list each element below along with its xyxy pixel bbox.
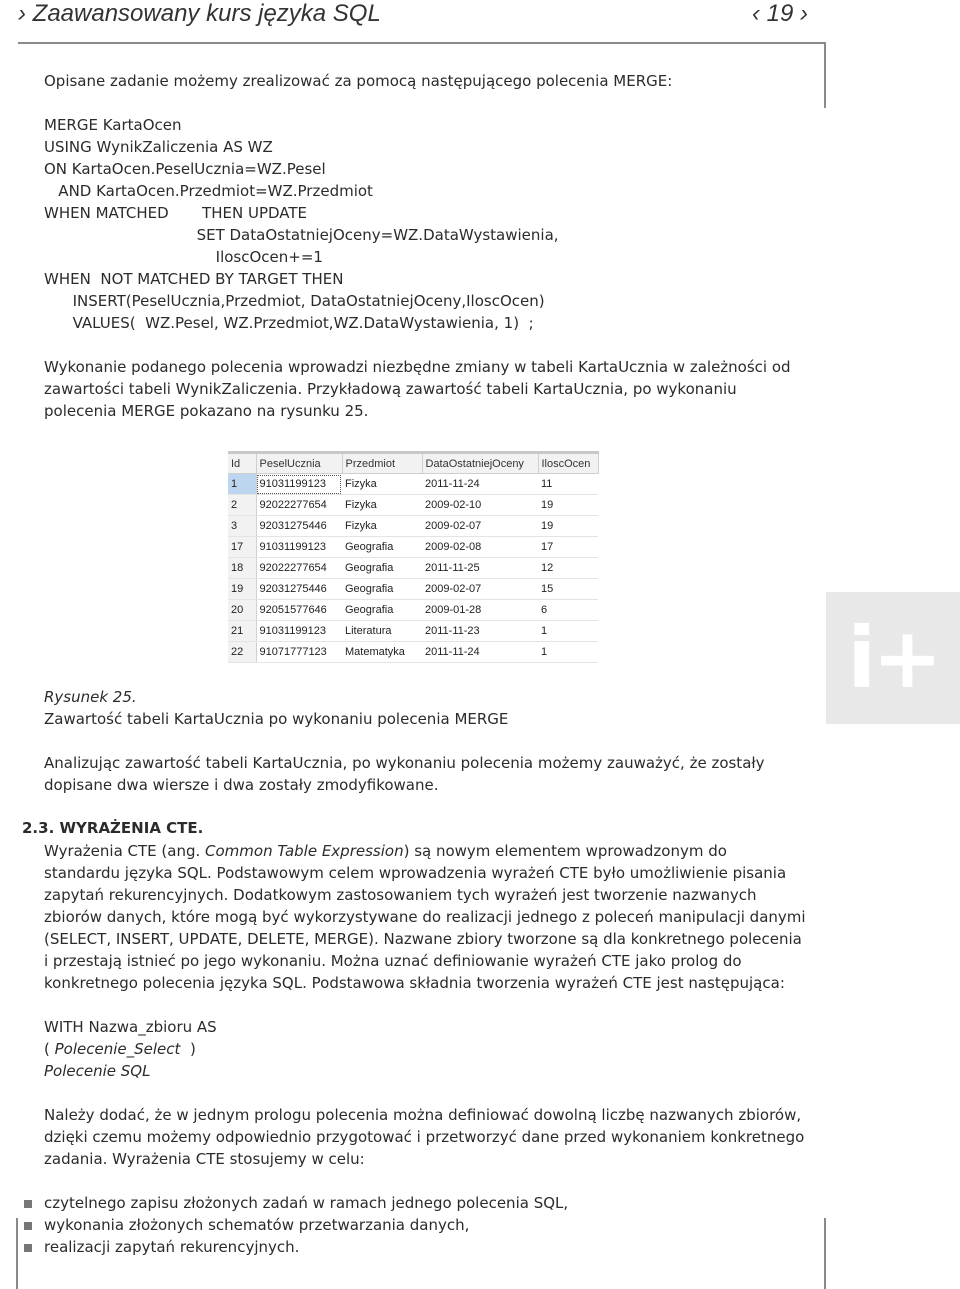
code-line: AND KartaOcen.Przedmiot=WZ.Przedmiot bbox=[44, 182, 373, 200]
cell-pesel: 91031199123 bbox=[256, 537, 342, 558]
paragraph-cte-purpose: Należy dodać, że w jednym prologu polecenia można definiować dowolną liczbę nazwanych zbiorów, dzięki czemu możemy odpowiednio przygotować i przetworzyć dane przed wykonaniem konkretnego zadania. Wyrażenia CTE stosujemy w celu: bbox=[44, 1106, 805, 1168]
code-placeholder: Polecenie_Select bbox=[54, 1040, 181, 1058]
cell-id: 18 bbox=[228, 558, 256, 579]
paragraph-merge-result: Wykonanie podanego polecenia wprowadzi niezbędne zmiany w tabeli KartaUcznia w zależności od zawartości tabeli WynikZaliczenia. Przykładową zawartość tabeli KartaUcznia, po wykonaniu polecenia MERGE pokazano na rysunku 25. bbox=[44, 358, 791, 420]
table-row bbox=[228, 474, 598, 495]
code-line: SET DataOstatniejOceny=WZ.DataWystawienia, bbox=[44, 226, 559, 244]
table-row bbox=[228, 621, 598, 642]
cell-count: 19 bbox=[538, 516, 598, 537]
figure-caption bbox=[44, 686, 806, 730]
table-header-row bbox=[228, 453, 598, 474]
cell-count: 19 bbox=[538, 495, 598, 516]
code-line: WITH Nazwa_zbioru AS bbox=[44, 1018, 217, 1036]
cell-pesel: 92031275446 bbox=[256, 516, 342, 537]
table-row bbox=[228, 579, 598, 600]
cell-subject: Literatura bbox=[342, 621, 422, 642]
cell-pesel: 92051577646 bbox=[256, 600, 342, 621]
cell-id: 22 bbox=[228, 642, 256, 663]
cell-id: 19 bbox=[228, 579, 256, 600]
code-line: WHEN NOT MATCHED BY TARGET THEN bbox=[44, 270, 344, 288]
chevron-right-icon: › bbox=[800, 0, 808, 27]
cell-pesel: 92022277654 bbox=[256, 495, 342, 516]
figure-caption-text: Zawartość tabeli KartaUcznia po wykonaniu polecenia MERGE bbox=[44, 710, 509, 728]
cell-count: 1 bbox=[538, 621, 598, 642]
cell-pesel: 92031275446 bbox=[256, 579, 342, 600]
column-header: PeselUcznia bbox=[256, 453, 342, 474]
cte-text-rest: ) są nowym elementem wprowadzonym do standardu języka SQL. Podstawowym celem wprowadzenia wyrażeń CTE było umożliwienie pisania zapytań rekurencyjnych. Dodatkowym zastosowaniem tych wyrażeń jest tworzenie nazwanych zbiorów danych, które mogą być wykorzystywane do realizacji jednego z poleceń manipulacji danymi (SELECT, INSERT, UPDATE, DELETE, MERGE). Nazwane zbiory tworzone są dla konkretnego polecenia i przestają istnieć po jego wykonaniu. Można uznać definiowanie wyrażeń CTE jako prolog do konkretnego polecenia języka SQL. Podstawowa składnia tworzenia wyrażeń CTE jest następująca: bbox=[44, 842, 806, 992]
code-line: INSERT(PeselUcznia,Przedmiot, DataOstatniejOceny,IloscOcen) bbox=[44, 292, 545, 310]
code-line: WHEN MATCHED THEN UPDATE bbox=[44, 204, 308, 222]
karta-ucznia-table bbox=[228, 451, 599, 663]
table-row bbox=[228, 600, 598, 621]
cell-subject: Geografia bbox=[342, 537, 422, 558]
list-item: wykonania złożonych schematów przetwarzania danych, bbox=[22, 1214, 568, 1236]
code-line: IloscOcen+=1 bbox=[44, 248, 323, 266]
book-title: Zaawansowany kurs języka SQL bbox=[32, 0, 381, 27]
cell-id: 17 bbox=[228, 537, 256, 558]
cell-subject: Geografia bbox=[342, 600, 422, 621]
paragraph-analysis: Analizując zawartość tabeli KartaUcznia, po wykonaniu polecenia możemy zauważyć, że zostały dopisane dwa wiersze i dwa zostały zmodyfikowane. bbox=[44, 754, 765, 794]
cell-id: 20 bbox=[228, 600, 256, 621]
cell-pesel: 91071777123 bbox=[256, 642, 342, 663]
table-row bbox=[228, 558, 598, 579]
figure-label: Rysunek 25. bbox=[44, 688, 137, 706]
cell-pesel: 91031199123 bbox=[256, 474, 342, 495]
code-line: USING WynikZaliczenia AS WZ bbox=[44, 138, 273, 156]
table-row bbox=[228, 642, 598, 663]
code-line: Polecenie SQL bbox=[44, 1062, 151, 1080]
header-rule bbox=[18, 42, 824, 44]
page-number-area bbox=[752, 0, 808, 28]
cell-subject: Geografia bbox=[342, 579, 422, 600]
footer-left-rule bbox=[16, 1218, 18, 1289]
cell-subject: Fizyka bbox=[342, 474, 422, 495]
purpose-list bbox=[22, 1192, 568, 1258]
paragraph-cte-intro bbox=[44, 840, 806, 994]
merge-code-block bbox=[44, 114, 806, 334]
section-heading: 2.3. WYRAŻENIA CTE. bbox=[22, 819, 204, 837]
table-row bbox=[228, 516, 598, 537]
cell-date: 2009-01-28 bbox=[422, 600, 538, 621]
cell-date: 2009-02-10 bbox=[422, 495, 538, 516]
table-row bbox=[228, 537, 598, 558]
column-header: DataOstatniejOceny bbox=[422, 453, 538, 474]
cell-date: 2011-11-23 bbox=[422, 621, 538, 642]
cell-count: 17 bbox=[538, 537, 598, 558]
cell-date: 2011-11-24 bbox=[422, 474, 538, 495]
cell-count: 1 bbox=[538, 642, 598, 663]
code-paren: ( bbox=[44, 1040, 55, 1058]
cte-syntax-block bbox=[44, 1016, 806, 1082]
cell-id: 21 bbox=[228, 621, 256, 642]
list-item: czytelnego zapisu złożonych zadań w ramach jednego polecenia SQL, bbox=[22, 1192, 568, 1214]
code-paren: ) bbox=[180, 1040, 196, 1058]
column-header: Przedmiot bbox=[342, 453, 422, 474]
code-line: MERGE KartaOcen bbox=[44, 116, 182, 134]
code-line: VALUES( WZ.Pesel, WZ.Przedmiot,WZ.DataWystawienia, 1) ; bbox=[44, 314, 534, 332]
cte-text-term: Common Table Expression bbox=[205, 842, 404, 860]
cell-count: 12 bbox=[538, 558, 598, 579]
cell-subject: Fizyka bbox=[342, 516, 422, 537]
table-row bbox=[228, 495, 598, 516]
cell-id: 1 bbox=[228, 474, 256, 495]
header-chevron-icon: › bbox=[18, 0, 26, 27]
list-item: realizacji zapytań rekurencyjnych. bbox=[22, 1236, 568, 1258]
code-line: ON KartaOcen.PeselUcznia=WZ.Pesel bbox=[44, 160, 326, 178]
cell-pesel: 91031199123 bbox=[256, 621, 342, 642]
cell-date: 2009-02-08 bbox=[422, 537, 538, 558]
cte-text-start: Wyrażenia CTE (ang. bbox=[44, 842, 206, 860]
cell-subject: Matematyka bbox=[342, 642, 422, 663]
intro-paragraph: Opisane zadanie możemy zrealizować za pomocą następującego polecenia MERGE: bbox=[44, 72, 673, 90]
code-line bbox=[44, 1038, 806, 1060]
header-vertical-rule bbox=[824, 42, 826, 108]
cell-subject: Geografia bbox=[342, 558, 422, 579]
cell-pesel: 92022277654 bbox=[256, 558, 342, 579]
page-number: 19 bbox=[766, 0, 794, 27]
cell-id: 2 bbox=[228, 495, 256, 516]
column-header: IloscOcen bbox=[538, 453, 598, 474]
footer-right-rule bbox=[824, 1218, 826, 1289]
cell-subject: Fizyka bbox=[342, 495, 422, 516]
cell-id: 3 bbox=[228, 516, 256, 537]
running-header bbox=[18, 0, 381, 28]
info-plus-badge bbox=[826, 592, 960, 724]
cell-date: 2009-02-07 bbox=[422, 516, 538, 537]
cell-count: 6 bbox=[538, 600, 598, 621]
cell-date: 2009-02-07 bbox=[422, 579, 538, 600]
cell-count: 15 bbox=[538, 579, 598, 600]
cell-count: 11 bbox=[538, 474, 598, 495]
chevron-left-icon: ‹ bbox=[751, 0, 760, 27]
cell-date: 2011-11-24 bbox=[422, 642, 538, 663]
cell-date: 2011-11-25 bbox=[422, 558, 538, 579]
column-header: Id bbox=[228, 453, 256, 474]
info-plus-icon: i+ bbox=[847, 609, 939, 707]
